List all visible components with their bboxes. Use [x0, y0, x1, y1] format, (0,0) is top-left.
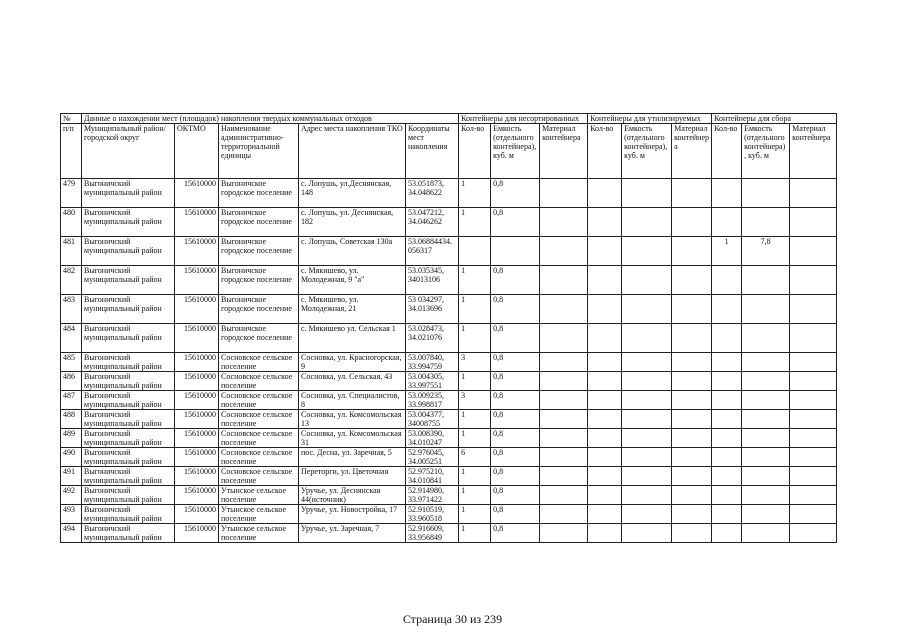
- waste-sites-table: [60, 113, 837, 543]
- territory-cell: Сосновское сельское поселение: [219, 372, 299, 391]
- coords-cell: 53.028473, 34.021076: [406, 324, 459, 353]
- material-recycled-cell: [672, 391, 712, 410]
- table-row: [61, 467, 837, 486]
- district-cell: Выгоничский муниципальный район: [82, 208, 175, 237]
- qty-collection-cell: 1: [712, 237, 742, 266]
- row-number: 485: [61, 353, 82, 372]
- district-cell: Выгоничский муниципальный район: [82, 410, 175, 429]
- qty-recycled-cell: [588, 237, 622, 266]
- territory-cell: Выгоничское городское поселение: [219, 237, 299, 266]
- capacity-recycled-cell: [622, 353, 672, 372]
- qty-collection-cell: [712, 324, 742, 353]
- oktmo-cell: 15610000: [175, 486, 219, 505]
- capacity-unsorted-cell: 0,8: [491, 486, 540, 505]
- material-unsorted-cell: [540, 429, 588, 448]
- header-group-recycled: Контейнеры для утилизируемых: [588, 114, 712, 124]
- capacity-unsorted-cell: 0,8: [491, 353, 540, 372]
- qty-recycled-cell: [588, 448, 622, 467]
- address-cell: пос. Десна, ул. Заречная, 5: [299, 448, 406, 467]
- address-cell: Уручье, ул. Деснянская 44(источник): [299, 486, 406, 505]
- capacity-collection-cell: [742, 372, 790, 391]
- capacity-unsorted-cell: 0,8: [491, 467, 540, 486]
- header-row-columns: [61, 124, 837, 179]
- header-address: Адрес места накопления ТКО: [299, 124, 406, 179]
- capacity-collection-cell: [742, 391, 790, 410]
- district-cell: Выгоничский муниципальный район: [82, 524, 175, 543]
- material-collection-cell: [790, 179, 837, 208]
- capacity-collection-cell: [742, 324, 790, 353]
- table-row: [61, 237, 837, 266]
- qty-recycled-cell: [588, 486, 622, 505]
- header-row-groups: [61, 114, 837, 124]
- coords-cell: 53 034297, 34.013696: [406, 295, 459, 324]
- capacity-unsorted-cell: 0,8: [491, 179, 540, 208]
- capacity-recycled-cell: [622, 372, 672, 391]
- material-recycled-cell: [672, 237, 712, 266]
- material-unsorted-cell: [540, 208, 588, 237]
- capacity-recycled-cell: [622, 391, 672, 410]
- qty-unsorted-cell: 1: [459, 324, 491, 353]
- coords-cell: 53.008390, 34.010247: [406, 429, 459, 448]
- address-cell: Сосновка, ул. Красногорская, 9: [299, 353, 406, 372]
- material-unsorted-cell: [540, 295, 588, 324]
- material-unsorted-cell: [540, 467, 588, 486]
- qty-collection-cell: [712, 266, 742, 295]
- table-row: [61, 524, 837, 543]
- material-recycled-cell: [672, 208, 712, 237]
- material-recycled-cell: [672, 486, 712, 505]
- capacity-recycled-cell: [622, 467, 672, 486]
- coords-cell: 53.009235, 33.998817: [406, 391, 459, 410]
- territory-cell: Выгоничское городское поселение: [219, 295, 299, 324]
- qty-unsorted-cell: 1: [459, 179, 491, 208]
- district-cell: Выгоничский муниципальный район: [82, 486, 175, 505]
- capacity-recycled-cell: [622, 429, 672, 448]
- row-number: 482: [61, 266, 82, 295]
- table-row: [61, 372, 837, 391]
- material-collection-cell: [790, 237, 837, 266]
- coords-cell: 53.007840, 33.994759: [406, 353, 459, 372]
- qty-unsorted-cell: 6: [459, 448, 491, 467]
- coords-cell: 53.051873, 34.048622: [406, 179, 459, 208]
- address-cell: с. Лопушь, Советская 130а: [299, 237, 406, 266]
- material-collection-cell: [790, 467, 837, 486]
- territory-cell: Выгоничское городское поселение: [219, 179, 299, 208]
- address-cell: Сосновка, ул. Комсомольская 13: [299, 410, 406, 429]
- capacity-collection-cell: [742, 467, 790, 486]
- material-unsorted-cell: [540, 448, 588, 467]
- capacity-collection-cell: [742, 266, 790, 295]
- territory-cell: Выгоничское городское поселение: [219, 208, 299, 237]
- material-unsorted-cell: [540, 237, 588, 266]
- row-number: 487: [61, 391, 82, 410]
- qty-collection-cell: [712, 391, 742, 410]
- qty-unsorted-cell: 1: [459, 208, 491, 237]
- qty-unsorted-cell: [459, 237, 491, 266]
- row-number: 489: [61, 429, 82, 448]
- district-cell: Выгоничский муниципальный район: [82, 266, 175, 295]
- coords-cell: 53.06884434. 056317: [406, 237, 459, 266]
- capacity-collection-cell: [742, 486, 790, 505]
- qty-unsorted-cell: 1: [459, 429, 491, 448]
- material-collection-cell: [790, 524, 837, 543]
- district-cell: Выгоничский муниципальный район: [82, 237, 175, 266]
- territory-cell: Утынское сельское поселение: [219, 486, 299, 505]
- capacity-recycled-cell: [622, 237, 672, 266]
- material-collection-cell: [790, 372, 837, 391]
- table-row: [61, 410, 837, 429]
- address-cell: с. Мякишево, ул. Молодежная, 21: [299, 295, 406, 324]
- header-district: Муниципальный район/городской округ: [82, 124, 175, 179]
- oktmo-cell: 15610000: [175, 179, 219, 208]
- capacity-unsorted-cell: 0,8: [491, 295, 540, 324]
- header-group-collection: Контейнеры для сбора: [712, 114, 837, 124]
- qty-recycled-cell: [588, 524, 622, 543]
- qty-collection-cell: [712, 467, 742, 486]
- qty-recycled-cell: [588, 179, 622, 208]
- district-cell: Выгоничский муниципальный район: [82, 353, 175, 372]
- qty-collection-cell: [712, 429, 742, 448]
- capacity-recycled-cell: [622, 486, 672, 505]
- material-collection-cell: [790, 486, 837, 505]
- header-capacity-recycled: Емкость (отдельного контейнера), куб. м: [622, 124, 672, 179]
- district-cell: Выгоничский муниципальный район: [82, 505, 175, 524]
- qty-unsorted-cell: 1: [459, 266, 491, 295]
- header-capacity-collection: Емкость (отдельного контейнера), куб. м: [742, 124, 790, 179]
- qty-unsorted-cell: 3: [459, 353, 491, 372]
- capacity-collection-cell: [742, 295, 790, 324]
- address-cell: с. Мякишево ул. Сельская 1: [299, 324, 406, 353]
- qty-collection-cell: [712, 295, 742, 324]
- header-oktmo: ОКТМО: [175, 124, 219, 179]
- capacity-unsorted-cell: 0,8: [491, 324, 540, 353]
- capacity-unsorted-cell: 0,8: [491, 208, 540, 237]
- qty-collection-cell: [712, 208, 742, 237]
- coords-cell: 52.910519, 33.960518: [406, 505, 459, 524]
- oktmo-cell: 15610000: [175, 448, 219, 467]
- capacity-unsorted-cell: 0,8: [491, 410, 540, 429]
- row-number: 488: [61, 410, 82, 429]
- material-collection-cell: [790, 208, 837, 237]
- qty-unsorted-cell: 3: [459, 391, 491, 410]
- qty-recycled-cell: [588, 266, 622, 295]
- oktmo-cell: 15610000: [175, 524, 219, 543]
- district-cell: Выгоничский муниципальный район: [82, 391, 175, 410]
- material-collection-cell: [790, 324, 837, 353]
- district-cell: Выгоничский муниципальный район: [82, 295, 175, 324]
- qty-collection-cell: [712, 372, 742, 391]
- coords-cell: 52.975210, 34.010841: [406, 467, 459, 486]
- qty-collection-cell: [712, 179, 742, 208]
- table-row: [61, 429, 837, 448]
- header-material-collection: Материал контейнера: [790, 124, 837, 179]
- material-collection-cell: [790, 429, 837, 448]
- material-recycled-cell: [672, 372, 712, 391]
- row-number: 494: [61, 524, 82, 543]
- coords-cell: 53.035345, 34013106: [406, 266, 459, 295]
- qty-collection-cell: [712, 410, 742, 429]
- material-recycled-cell: [672, 524, 712, 543]
- header-territory: Наименование административно-территориальной единицы: [219, 124, 299, 179]
- qty-recycled-cell: [588, 391, 622, 410]
- row-number: 483: [61, 295, 82, 324]
- qty-recycled-cell: [588, 295, 622, 324]
- district-cell: Выгоничский муниципальный район: [82, 467, 175, 486]
- qty-unsorted-cell: 1: [459, 505, 491, 524]
- territory-cell: Сосновское сельское поселение: [219, 391, 299, 410]
- table-row: [61, 505, 837, 524]
- table-row: [61, 486, 837, 505]
- material-recycled-cell: [672, 448, 712, 467]
- territory-cell: Сосновское сельское поселение: [219, 353, 299, 372]
- material-recycled-cell: [672, 467, 712, 486]
- qty-unsorted-cell: 1: [459, 524, 491, 543]
- material-unsorted-cell: [540, 179, 588, 208]
- qty-unsorted-cell: 1: [459, 410, 491, 429]
- header-coords: Координаты мест накопления: [406, 124, 459, 179]
- district-cell: Выгоничский муниципальный район: [82, 429, 175, 448]
- material-collection-cell: [790, 505, 837, 524]
- header-no2: п/п: [61, 124, 82, 179]
- table-row: [61, 448, 837, 467]
- capacity-unsorted-cell: 0,8: [491, 505, 540, 524]
- material-unsorted-cell: [540, 410, 588, 429]
- capacity-collection-cell: [742, 179, 790, 208]
- material-unsorted-cell: [540, 324, 588, 353]
- capacity-recycled-cell: [622, 208, 672, 237]
- qty-recycled-cell: [588, 467, 622, 486]
- header-capacity-unsorted: Емкость (отдельного контейнера), куб. м: [491, 124, 540, 179]
- oktmo-cell: 15610000: [175, 324, 219, 353]
- capacity-recycled-cell: [622, 505, 672, 524]
- capacity-recycled-cell: [622, 324, 672, 353]
- capacity-collection-cell: [742, 524, 790, 543]
- table-row: [61, 266, 837, 295]
- page-number: Страница 30 из 239: [402, 612, 503, 626]
- qty-collection-cell: [712, 505, 742, 524]
- oktmo-cell: 15610000: [175, 353, 219, 372]
- qty-recycled-cell: [588, 208, 622, 237]
- capacity-collection-cell: [742, 353, 790, 372]
- address-cell: с. Лопушь, ул. Деснянская, 182: [299, 208, 406, 237]
- address-cell: Уручье, ул. Заречная, 7: [299, 524, 406, 543]
- address-cell: Уручье, ул. Новостройка, 17: [299, 505, 406, 524]
- district-cell: Выгоничский муниципальный район: [82, 179, 175, 208]
- qty-recycled-cell: [588, 410, 622, 429]
- capacity-unsorted-cell: 0,8: [491, 524, 540, 543]
- coords-cell: 52.976045, 34.005251: [406, 448, 459, 467]
- capacity-unsorted-cell: 0,8: [491, 448, 540, 467]
- table-row: [61, 179, 837, 208]
- qty-recycled-cell: [588, 324, 622, 353]
- territory-cell: Сосновское сельское поселение: [219, 467, 299, 486]
- material-recycled-cell: [672, 324, 712, 353]
- qty-recycled-cell: [588, 353, 622, 372]
- qty-recycled-cell: [588, 429, 622, 448]
- table-row: [61, 295, 837, 324]
- material-collection-cell: [790, 295, 837, 324]
- capacity-collection-cell: [742, 505, 790, 524]
- coords-cell: 53.047212, 34.046262: [406, 208, 459, 237]
- capacity-collection-cell: 7,8: [742, 237, 790, 266]
- header-group-location: Данные о нахождении мест (площадок) накопления твердых коммунальных отходов: [82, 114, 459, 124]
- row-number: 480: [61, 208, 82, 237]
- capacity-collection-cell: [742, 448, 790, 467]
- material-collection-cell: [790, 410, 837, 429]
- address-cell: Переторги, ул. Цветочная: [299, 467, 406, 486]
- oktmo-cell: 15610000: [175, 266, 219, 295]
- district-cell: Выгоничский муниципальный район: [82, 448, 175, 467]
- address-cell: Сосновка, ул. Специалистов, 8: [299, 391, 406, 410]
- capacity-collection-cell: [742, 208, 790, 237]
- capacity-collection-cell: [742, 410, 790, 429]
- material-recycled-cell: [672, 266, 712, 295]
- coords-cell: 53.004305, 33.997551: [406, 372, 459, 391]
- row-number: 492: [61, 486, 82, 505]
- capacity-unsorted-cell: 0,8: [491, 372, 540, 391]
- material-collection-cell: [790, 391, 837, 410]
- capacity-recycled-cell: [622, 266, 672, 295]
- coords-cell: 52.914980, 33.971422: [406, 486, 459, 505]
- district-cell: Выгоничский муниципальный район: [82, 324, 175, 353]
- row-number: 479: [61, 179, 82, 208]
- material-recycled-cell: [672, 353, 712, 372]
- territory-cell: Утынское сельское поселение: [219, 505, 299, 524]
- address-cell: Сосновка, ул. Комсомольская 31: [299, 429, 406, 448]
- territory-cell: Утынское сельское поселение: [219, 524, 299, 543]
- header-qty-unsorted: Кол-во: [459, 124, 491, 179]
- coords-cell: 52.916609, 33.956849: [406, 524, 459, 543]
- header-group-unsorted: Контейнеры для несортированных: [459, 114, 588, 124]
- qty-collection-cell: [712, 524, 742, 543]
- header-no: №: [61, 114, 82, 124]
- capacity-unsorted-cell: 0,8: [491, 429, 540, 448]
- territory-cell: Сосновское сельское поселение: [219, 429, 299, 448]
- row-number: 491: [61, 467, 82, 486]
- qty-collection-cell: [712, 486, 742, 505]
- header-qty-recycled: Кол-во: [588, 124, 622, 179]
- capacity-recycled-cell: [622, 295, 672, 324]
- oktmo-cell: 15610000: [175, 237, 219, 266]
- qty-unsorted-cell: 1: [459, 295, 491, 324]
- territory-cell: Выгоничское городское поселение: [219, 266, 299, 295]
- oktmo-cell: 15610000: [175, 295, 219, 324]
- material-unsorted-cell: [540, 391, 588, 410]
- oktmo-cell: 15610000: [175, 505, 219, 524]
- qty-recycled-cell: [588, 372, 622, 391]
- row-number: 481: [61, 237, 82, 266]
- address-cell: с. Лопушь, ул.Деснянская, 148: [299, 179, 406, 208]
- material-unsorted-cell: [540, 372, 588, 391]
- material-collection-cell: [790, 448, 837, 467]
- table-row: [61, 353, 837, 372]
- district-cell: Выгоничский муниципальный район: [82, 372, 175, 391]
- capacity-collection-cell: [742, 429, 790, 448]
- table-row: [61, 208, 837, 237]
- coords-cell: 53.004377, 34008755: [406, 410, 459, 429]
- material-recycled-cell: [672, 410, 712, 429]
- address-cell: Сосновка, ул. Сельская, 43: [299, 372, 406, 391]
- material-collection-cell: [790, 353, 837, 372]
- capacity-unsorted-cell: 0,8: [491, 391, 540, 410]
- header-qty-collection: Кол-во: [712, 124, 742, 179]
- header-material-unsorted: Материал контейнера: [540, 124, 588, 179]
- material-unsorted-cell: [540, 266, 588, 295]
- qty-recycled-cell: [588, 505, 622, 524]
- oktmo-cell: 15610000: [175, 208, 219, 237]
- material-collection-cell: [790, 266, 837, 295]
- territory-cell: Сосновское сельское поселение: [219, 448, 299, 467]
- capacity-recycled-cell: [622, 179, 672, 208]
- material-unsorted-cell: [540, 486, 588, 505]
- row-number: 493: [61, 505, 82, 524]
- qty-collection-cell: [712, 448, 742, 467]
- row-number: 484: [61, 324, 82, 353]
- oktmo-cell: 15610000: [175, 410, 219, 429]
- capacity-unsorted-cell: [491, 237, 540, 266]
- material-recycled-cell: [672, 429, 712, 448]
- material-unsorted-cell: [540, 353, 588, 372]
- material-recycled-cell: [672, 505, 712, 524]
- territory-cell: Выгоничское городское поселение: [219, 324, 299, 353]
- material-unsorted-cell: [540, 524, 588, 543]
- material-unsorted-cell: [540, 505, 588, 524]
- qty-collection-cell: [712, 353, 742, 372]
- table-row: [61, 324, 837, 353]
- address-cell: с. Мякишево, ул. Молодежная, 9 "а": [299, 266, 406, 295]
- capacity-unsorted-cell: 0,8: [491, 266, 540, 295]
- qty-unsorted-cell: 1: [459, 372, 491, 391]
- material-recycled-cell: [672, 295, 712, 324]
- row-number: 490: [61, 448, 82, 467]
- qty-unsorted-cell: 1: [459, 467, 491, 486]
- oktmo-cell: 15610000: [175, 391, 219, 410]
- row-number: 486: [61, 372, 82, 391]
- capacity-recycled-cell: [622, 410, 672, 429]
- oktmo-cell: 15610000: [175, 467, 219, 486]
- capacity-recycled-cell: [622, 448, 672, 467]
- table-row: [61, 391, 837, 410]
- oktmo-cell: 15610000: [175, 372, 219, 391]
- header-material-recycled: Материал контейнер а: [672, 124, 712, 179]
- capacity-recycled-cell: [622, 524, 672, 543]
- territory-cell: Сосновское сельское поселение: [219, 410, 299, 429]
- qty-unsorted-cell: 1: [459, 486, 491, 505]
- oktmo-cell: 15610000: [175, 429, 219, 448]
- material-recycled-cell: [672, 179, 712, 208]
